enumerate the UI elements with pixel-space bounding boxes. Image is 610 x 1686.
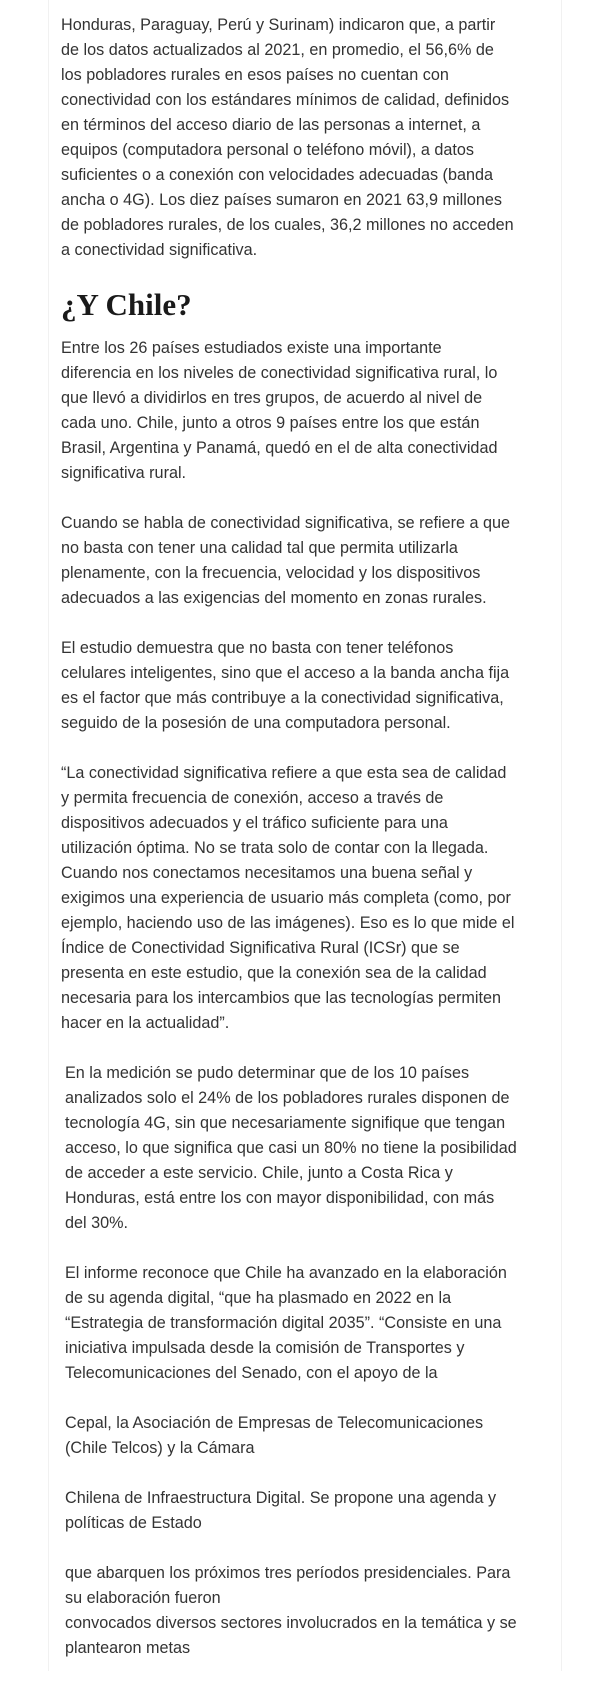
paragraph-policies: Chilena de Infraestructura Digital. Se propone una agenda y políticas de Estado — [65, 1489, 497, 1532]
quote-block: “La conectividad significativa refiere a que esta sea de calidad y permita frecuencia de conexión, acceso a través de dispositivos adecuados y el tráfico suficiente para una utilización óptima. No se trata solo de contar con la llegada. Cuando nos conectamos necesitamos una buena señal y exigimos una experiencia de usuario más completa (como, por ejemplo, haciendo uso de las imágenes). Eso es lo que mide el Índice de Conectividad Significativa Rural (ICSr) que se presenta en este estudio, que la conexión sea de la calidad necesaria para los intercambios que las tecnologías permiten hacer en la actualidad”. — [61, 764, 515, 1032]
section-heading: ¿Y Chile? — [61, 287, 192, 322]
paragraph-intro: Honduras, Paraguay, Perú y Surinam) indicaron que, a partir de los datos actualizados al 2021, en promedio, el 56,6% de los pobladores rurales en esos países no cuentan con conectividad con los estándares mínimos de calidad, definidos en términos del acceso diario de las personas a internet, a equipos (computadora personal o teléfono móvil), a datos suficientes o a conexión con velocidades adecuadas (banda ancha o 4G). Los diez países sumaron en 2021 63,9 millones de pobladores rurales, de los cuales, 36,2 millones no acceden a conectividad significativa. — [61, 16, 514, 259]
article-body — [61, 13, 561, 1686]
paragraph-periods: que abarquen los próximos tres períodos presidenciales. Para su elaboración fueron convocados diversos sectores involucrados en la temática y se plantearon metas — [65, 1564, 517, 1657]
paragraph-agenda: El informe reconoce que Chile ha avanzado en la elaboración de su agenda digital, “que ha plasmado en 2022 en la “Estrategia de transformación digital 2035”. “Consiste en una iniciativa impulsada desde la comisión de Transportes y Telecomunicaciones del Senado, con el apoyo de la — [65, 1264, 507, 1382]
paragraph-study: El estudio demuestra que no basta con tener teléfonos celulares inteligentes, sino que el acceso a la banda ancha fija es el factor que más contribuye a la conectividad significativa, seguido de la posesión de una computadora personal. — [61, 639, 510, 732]
paragraph-groups: Entre los 26 países estudiados existe una importante diferencia en los niveles de conectividad significativa rural, lo que llevó a dividirlos en tres grupos, de acuerdo al nivel de cada uno. Chile, junto a otros 9 países entre los que están Brasil, Argentina y Panamá, quedó en el de alta conectividad significativa rural. — [61, 339, 498, 482]
paragraph-cepal: Cepal, la Asociación de Empresas de Telecomunicaciones (Chile Telcos) y la Cámara — [65, 1414, 484, 1457]
paragraph-measurement: En la medición se pudo determinar que de los 10 países analizados solo el 24% de los pobladores rurales disponen de tecnología 4G, sin que necesariamente signifique que tengan acceso, lo que significa que casi un 80% no tiene la posibilidad de acceder a este servicio. Chile, junto a Costa Rica y Honduras, está entre los con mayor disponibilidad, con más del 30%. — [65, 1064, 517, 1232]
paragraph-definition: Cuando se habla de conectividad significativa, se refiere a que no basta con tener una calidad tal que permita utilizarla plenamente, con la frecuencia, velocidad y los dispositivos adecuados a las exigencias del momento en zonas rurales. — [61, 514, 511, 607]
